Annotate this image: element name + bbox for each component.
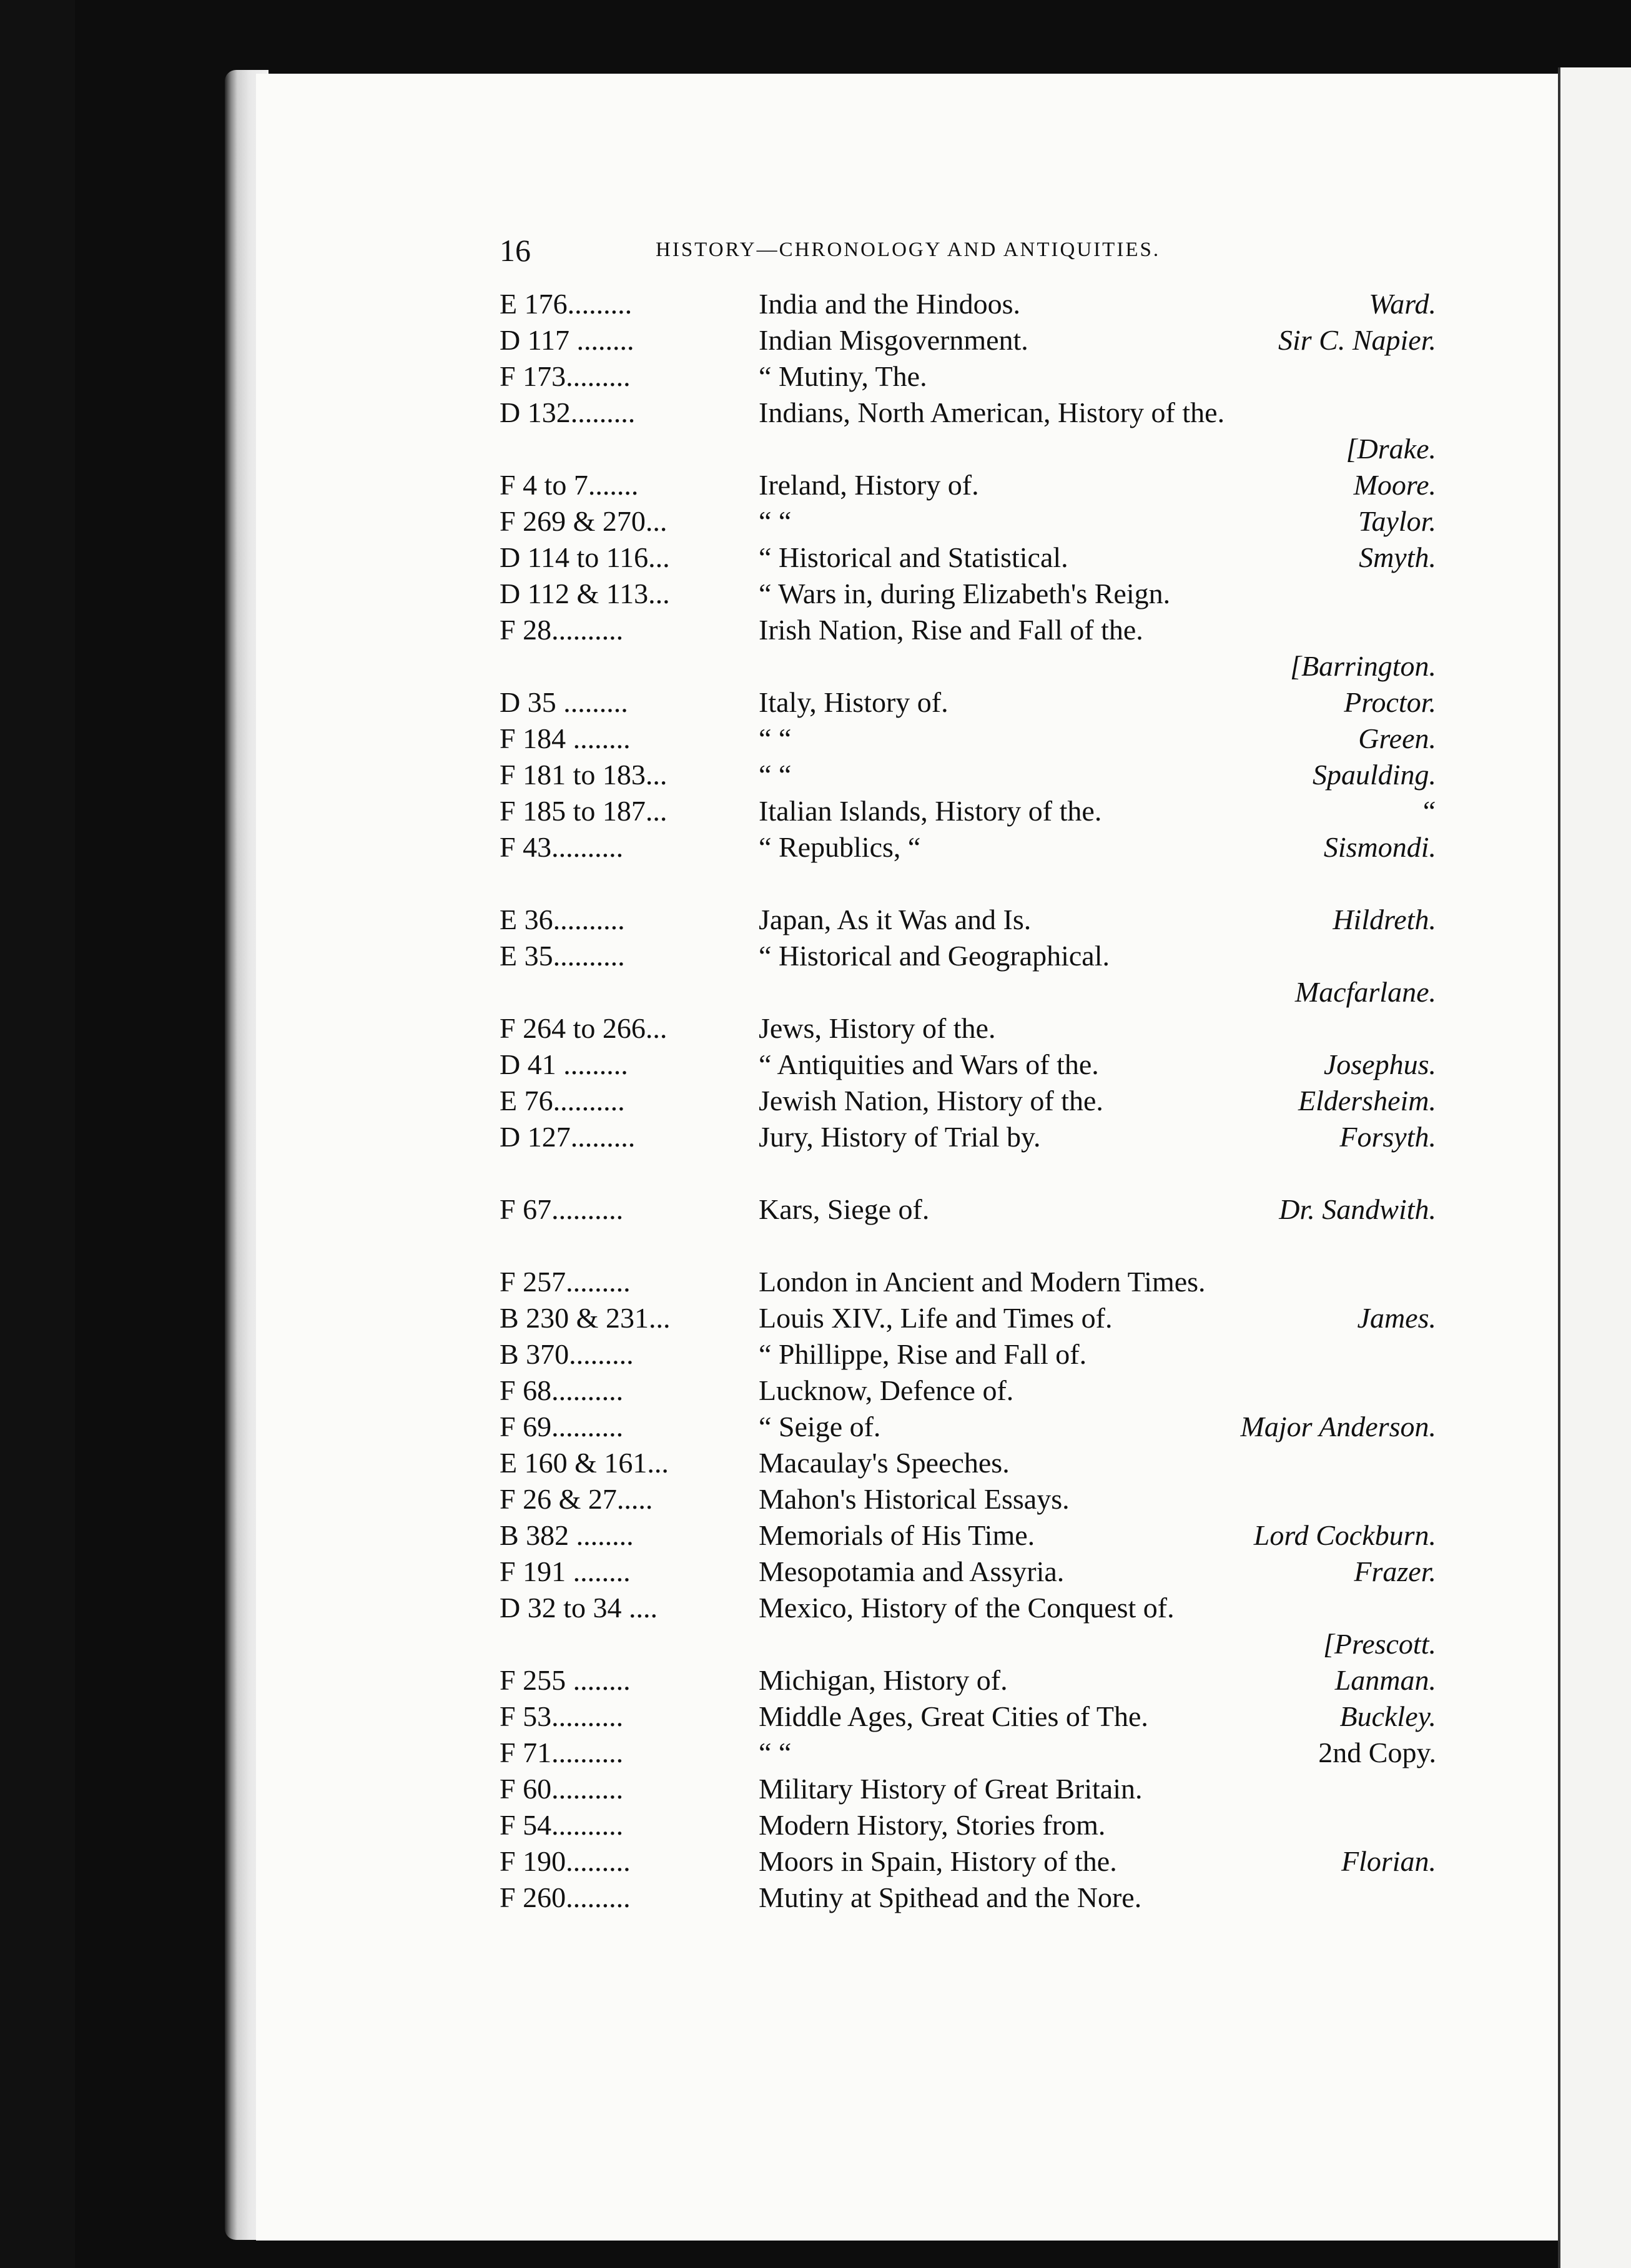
shelf-mark: D 114 to 116... bbox=[500, 541, 670, 573]
shelf-mark: F 184 ........ bbox=[500, 722, 631, 754]
entry-title: Middle Ages, Great Cities of The. bbox=[759, 1700, 1148, 1732]
shelf-mark: F 269 & 270... bbox=[500, 505, 668, 537]
entry-title: Indians, North American, History of the. bbox=[759, 397, 1225, 428]
catalog-entry bbox=[500, 1301, 1436, 1338]
catalog-entry bbox=[500, 1229, 1436, 1265]
shelf-mark: F 26 & 27..... bbox=[500, 1483, 653, 1515]
shelf-mark: F 173......... bbox=[500, 360, 631, 392]
catalog-entry bbox=[500, 505, 1436, 541]
entry-author: Buckley. bbox=[1339, 1700, 1436, 1732]
shelf-mark: B 370......... bbox=[500, 1338, 634, 1370]
entry-title: Irish Nation, Rise and Fall of the. bbox=[759, 614, 1143, 646]
catalog-entry bbox=[500, 1845, 1436, 1881]
catalog-entry bbox=[500, 323, 1436, 360]
entry-title: “ Wars in, during Elizabeth's Reign. bbox=[759, 578, 1171, 609]
entry-title: Jewish Nation, History of the. bbox=[759, 1085, 1103, 1117]
catalog-entry bbox=[500, 1881, 1436, 1917]
catalog-entry bbox=[500, 686, 1436, 722]
shelf-mark: D 132......... bbox=[500, 397, 636, 428]
catalog-entry bbox=[500, 1700, 1436, 1736]
catalog-entry bbox=[500, 1193, 1436, 1229]
entry-author: Florian. bbox=[1341, 1845, 1436, 1877]
entry-title: Mesopotamia and Assyria. bbox=[759, 1556, 1065, 1587]
shelf-mark: F 60.......... bbox=[500, 1773, 624, 1805]
catalog-entry bbox=[500, 1410, 1436, 1446]
entry-title: India and the Hindoos. bbox=[759, 288, 1021, 320]
entry-title: “ “ bbox=[759, 1737, 792, 1768]
catalog-entry bbox=[500, 468, 1436, 505]
entry-title: Kars, Siege of. bbox=[759, 1193, 930, 1225]
catalog-entry bbox=[500, 1012, 1436, 1048]
shelf-mark: F 4 to 7....... bbox=[500, 469, 639, 501]
catalog-entry bbox=[500, 432, 1436, 468]
catalog-entry bbox=[500, 360, 1436, 396]
shelf-mark: D 117 ........ bbox=[500, 324, 634, 356]
entry-author: Ward. bbox=[1369, 288, 1436, 320]
catalog-entry bbox=[500, 722, 1436, 758]
shelf-mark: F 185 to 187... bbox=[500, 795, 668, 827]
page-header bbox=[500, 232, 1261, 270]
catalog-entry bbox=[500, 1627, 1436, 1664]
shelf-mark: F 71.......... bbox=[500, 1737, 624, 1768]
entry-author: [Prescott. bbox=[1323, 1628, 1436, 1660]
entry-title: “ “ bbox=[759, 505, 792, 537]
catalog-entry bbox=[500, 1736, 1436, 1772]
shelf-mark: F 68.......... bbox=[500, 1374, 624, 1406]
entry-title: “ Historical and Statistical. bbox=[759, 541, 1068, 573]
shelf-mark: E 36.......... bbox=[500, 904, 625, 935]
entry-title: Mutiny at Spithead and the Nore. bbox=[759, 1881, 1142, 1913]
catalog-entry bbox=[500, 1265, 1436, 1301]
entry-author: Smyth. bbox=[1359, 541, 1436, 573]
entry-author: Hildreth. bbox=[1333, 904, 1436, 935]
catalog-entry bbox=[500, 1084, 1436, 1120]
catalog-entry bbox=[500, 1591, 1436, 1627]
entry-title: Japan, As it Was and Is. bbox=[759, 904, 1032, 935]
entry-author: Forsyth. bbox=[1339, 1121, 1436, 1153]
catalog-entry bbox=[500, 939, 1436, 975]
entry-author: Taylor. bbox=[1358, 505, 1436, 537]
entry-author: Green. bbox=[1358, 722, 1436, 754]
scan-background-left bbox=[0, 0, 75, 2268]
catalog-entry bbox=[500, 287, 1436, 323]
entry-author: “ bbox=[1420, 795, 1436, 827]
catalog-entry bbox=[500, 1482, 1436, 1519]
catalog-entry bbox=[500, 758, 1436, 794]
page-number: 16 bbox=[500, 233, 531, 268]
shelf-mark: F 53.......... bbox=[500, 1700, 624, 1732]
catalog-entry bbox=[500, 1120, 1436, 1156]
running-head: HISTORY—CHRONOLOGY AND ANTIQUITIES. bbox=[656, 239, 1161, 261]
entry-author: 2nd Copy. bbox=[1318, 1737, 1436, 1768]
entry-author: Moore. bbox=[1353, 469, 1436, 501]
entry-title: “ Historical and Geographical. bbox=[759, 940, 1110, 972]
entry-title: Moors in Spain, History of the. bbox=[759, 1845, 1117, 1877]
entry-title: “ Antiquities and Wars of the. bbox=[759, 1048, 1099, 1080]
entry-title: Mexico, History of the Conquest of. bbox=[759, 1592, 1175, 1624]
entry-title: “ Republics, “ bbox=[759, 831, 921, 863]
shelf-mark: F 43.......... bbox=[500, 831, 624, 863]
shelf-mark: B 230 & 231... bbox=[500, 1302, 671, 1334]
catalog-entry bbox=[500, 613, 1436, 649]
shelf-mark: F 181 to 183... bbox=[500, 759, 668, 791]
entry-title: “ “ bbox=[759, 722, 792, 754]
entry-title: Military History of Great Britain. bbox=[759, 1773, 1143, 1805]
entry-author: Proctor. bbox=[1344, 686, 1436, 718]
entry-title: “ Mutiny, The. bbox=[759, 360, 927, 392]
entry-title: Italy, History of. bbox=[759, 686, 949, 718]
entry-author: Sismondi. bbox=[1323, 831, 1436, 863]
facing-page-edge bbox=[1558, 67, 1631, 2268]
entry-title: London in Ancient and Modern Times. bbox=[759, 1266, 1206, 1298]
entry-title: Macaulay's Speeches. bbox=[759, 1447, 1010, 1479]
shelf-mark: F 54.......... bbox=[500, 1809, 624, 1841]
shelf-mark: D 127......... bbox=[500, 1121, 636, 1153]
shelf-mark: D 112 & 113... bbox=[500, 578, 670, 609]
entry-author: Josephus. bbox=[1323, 1048, 1436, 1080]
entry-title: Memorials of His Time. bbox=[759, 1519, 1035, 1551]
catalog-entry bbox=[500, 867, 1436, 903]
catalog-entry bbox=[500, 541, 1436, 577]
entry-title: Indian Misgovernment. bbox=[759, 324, 1028, 356]
entry-title: “ “ bbox=[759, 759, 792, 791]
entry-author: James. bbox=[1357, 1302, 1436, 1334]
entry-author: Major Anderson. bbox=[1240, 1411, 1436, 1442]
catalog-entry bbox=[500, 649, 1436, 686]
entry-title: Jury, History of Trial by. bbox=[759, 1121, 1041, 1153]
entry-author: Spaulding. bbox=[1312, 759, 1436, 791]
catalog-entry bbox=[500, 903, 1436, 939]
catalog-entry bbox=[500, 396, 1436, 432]
shelf-mark: F 190......... bbox=[500, 1845, 631, 1877]
catalog-entry bbox=[500, 1519, 1436, 1555]
catalog-entry bbox=[500, 1808, 1436, 1845]
entry-author: Eldersheim. bbox=[1298, 1085, 1436, 1117]
catalog-entry bbox=[500, 975, 1436, 1012]
entry-author: Lanman. bbox=[1334, 1664, 1436, 1696]
entry-title: Italian Islands, History of the. bbox=[759, 795, 1102, 827]
entry-author: Sir C. Napier. bbox=[1278, 324, 1436, 356]
catalog-entry bbox=[500, 1772, 1436, 1808]
shelf-mark: F 260......... bbox=[500, 1881, 631, 1913]
entry-title: “ Seige of. bbox=[759, 1411, 881, 1442]
catalog-entry bbox=[500, 1374, 1436, 1410]
entry-author: [Barrington. bbox=[1290, 650, 1436, 682]
catalog-entry bbox=[500, 577, 1436, 613]
entry-title: Lucknow, Defence of. bbox=[759, 1374, 1014, 1406]
shelf-mark: B 382 ........ bbox=[500, 1519, 634, 1551]
entry-title: Louis XIV., Life and Times of. bbox=[759, 1302, 1113, 1334]
catalog-entry bbox=[500, 1664, 1436, 1700]
entry-author: Dr. Sandwith. bbox=[1279, 1193, 1436, 1225]
catalog-entry bbox=[500, 1555, 1436, 1591]
shelf-mark: D 41 ......... bbox=[500, 1048, 628, 1080]
entry-title: Mahon's Historical Essays. bbox=[759, 1483, 1070, 1515]
catalog-entry bbox=[500, 794, 1436, 831]
entry-author: Macfarlane. bbox=[1294, 976, 1436, 1008]
shelf-mark: F 69.......... bbox=[500, 1411, 624, 1442]
catalog-entry bbox=[500, 1048, 1436, 1084]
shelf-mark: F 191 ........ bbox=[500, 1556, 631, 1587]
shelf-mark: E 35.......... bbox=[500, 940, 625, 972]
catalog-entry bbox=[500, 1156, 1436, 1193]
catalog-entries-list bbox=[500, 287, 1436, 1917]
shelf-mark: E 176......... bbox=[500, 288, 633, 320]
entry-title: Modern History, Stories from. bbox=[759, 1809, 1106, 1841]
entry-author: [Drake. bbox=[1346, 433, 1436, 465]
shelf-mark: F 67.......... bbox=[500, 1193, 624, 1225]
shelf-mark: F 255 ........ bbox=[500, 1664, 631, 1696]
shelf-mark: E 76.......... bbox=[500, 1085, 625, 1117]
shelf-mark: F 257......... bbox=[500, 1266, 631, 1298]
shelf-mark: D 35 ......... bbox=[500, 686, 628, 718]
entry-title: Michigan, History of. bbox=[759, 1664, 1008, 1696]
catalog-entry bbox=[500, 831, 1436, 867]
entry-title: Jews, History of the. bbox=[759, 1012, 996, 1044]
catalog-entry bbox=[500, 1338, 1436, 1374]
shelf-mark: E 160 & 161... bbox=[500, 1447, 669, 1479]
shelf-mark: F 264 to 266... bbox=[500, 1012, 668, 1044]
entry-author: Lord Cockburn. bbox=[1253, 1519, 1436, 1551]
shelf-mark: F 28.......... bbox=[500, 614, 624, 646]
shelf-mark: D 32 to 34 .... bbox=[500, 1592, 658, 1624]
catalog-entry bbox=[500, 1446, 1436, 1482]
entry-title: “ Phillippe, Rise and Fall of. bbox=[759, 1338, 1087, 1370]
entry-title: Ireland, History of. bbox=[759, 469, 979, 501]
entry-author: Frazer. bbox=[1354, 1556, 1436, 1587]
